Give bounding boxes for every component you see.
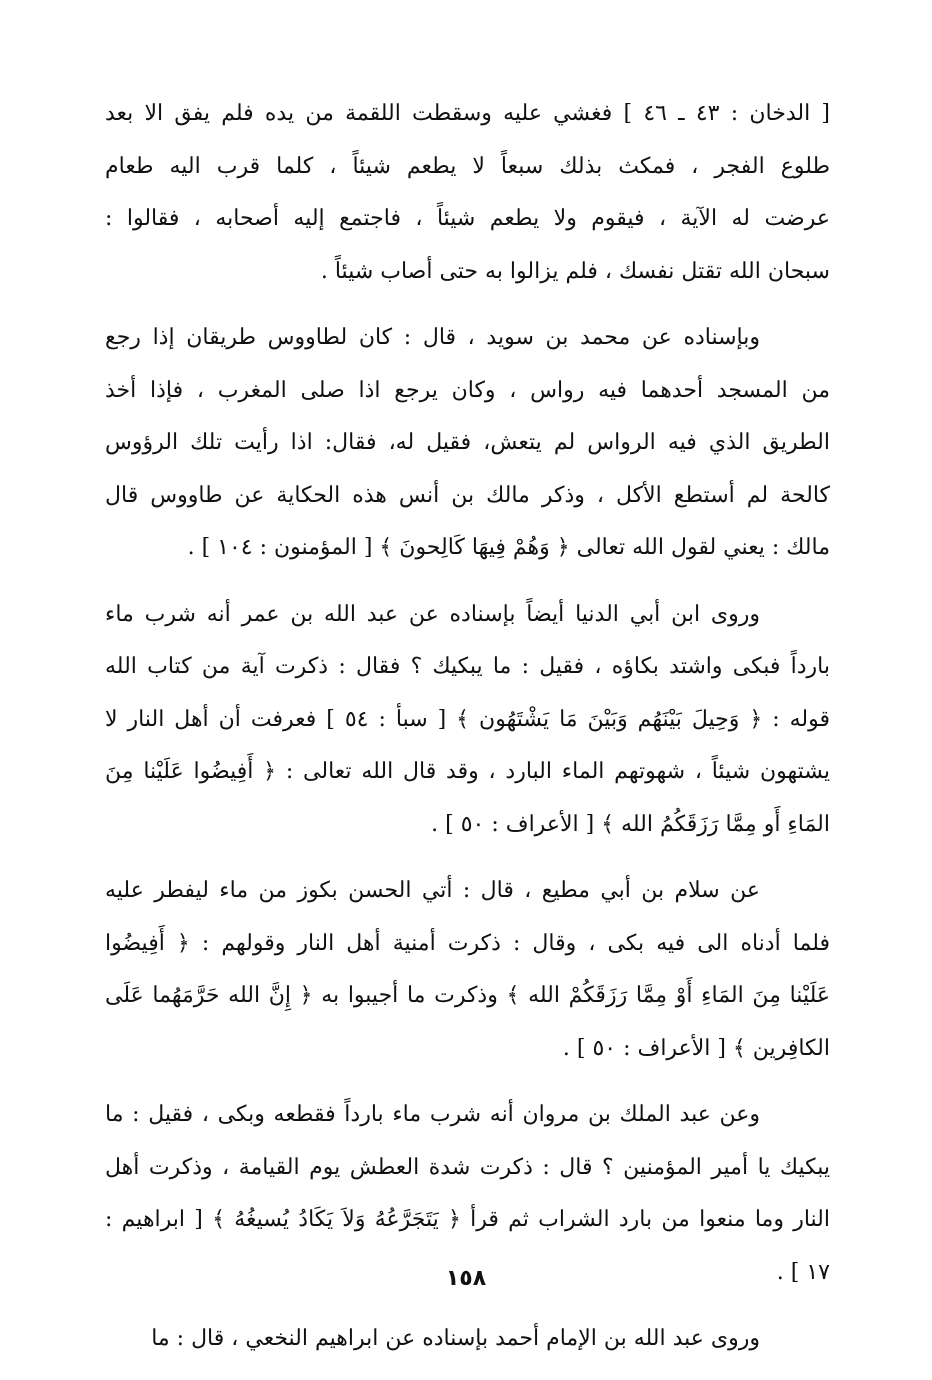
page-number: ١٥٨ [445,1266,487,1291]
text-line: عرضت له الآية ، فيقوم ولا يطعم شيئاً ، فاجتمع إليه أصحابه ، فقالوا : [105,206,830,231]
page-body [105,88,830,1380]
text-line: وروى عبد الله بن الإمام أحمد بإسناده عن ابراهيم النخعي ، قال : ما [151,1326,760,1351]
paragraph [105,589,830,852]
text-line: يشتهون شيئاً ، شهوتهم الماء البارد ، وقد قال الله تعالى : ﴿ أَفِيضُوا عَلَيْنا مِنَ [105,759,830,784]
paragraph [105,88,830,298]
text-line: المَاءِ أَو مِمَّا رَزَقَكُمُ الله ﴾ [ الأعراف : ٥٠ ] . [431,811,830,837]
text-line: طلوع الفجر ، فمكث بذلك سبعاً لا يطعم شيئاً ، كلما قرب اليه طعام [105,153,830,179]
text-line: وبإسناده عن محمد بن سويد ، قال : كان لطاووس طريقان إذا رجع [105,325,760,350]
text-line: بارداً فبكى واشتد بكاؤه ، فقيل : ما يبكيك ؟ فقال : ذكرت آية من كتاب الله [105,654,830,679]
paragraph [105,312,830,575]
text-line: وروى ابن أبي الدنيا أيضاً بإسناده عن عبد الله بن عمر أنه شرب ماء [105,601,760,627]
text-line: كالحة لم أستطع الأكل ، وذكر مالك بن أنس هذه الحكاية عن طاووس قال [105,482,830,508]
text-line: سبحان الله تقتل نفسك ، فلم يزالوا به حتى أصاب شيئاً . [320,258,830,284]
text-line: مالك : يعني لقول الله تعالى ﴿ وَهُمْ فِيهَا كَالِحونَ ﴾ [ المؤمنون : ١٠٤ ] . [187,535,830,560]
text-line: النار وما منعوا من بارد الشراب ثم قرأ ﴿ يَتَجَرَّعُهُ وَلاَ يَكَادُ يُسيغُهُ ﴾ [ ابراهيم : [105,1207,830,1232]
text-line: عن سلام بن أبي مطيع ، قال : أتي الحسن بكوز من ماء ليفطر عليه [105,878,760,903]
text-line: عَلَيْنا مِنَ المَاءِ أَوْ مِمَّا رَزَقَكُمْ الله ﴾ وذكرت ما أجيبوا به ﴿ إِنَّ الله حَرَّمَهُما عَلَى [105,983,830,1008]
text-line: فلما أدناه الى فيه بكى ، وقال : ذكرت أمنية أهل النار وقولهم : ﴿ أَفِيضُوا [105,930,830,956]
text-line: ١٧ ] . [776,1259,830,1285]
text-line: قوله : ﴿ وَحِيلَ بَيْنَهُم وَبَيْنَ مَا يَشْتَهُون ﴾ [ سبأ : ٥٤ ] فعرفت أن أهل النار لا [105,706,830,732]
text-line: من المسجد أحدهما فيه رواس ، وكان يرجع اذا صلى المغرب ، فإذا أخذ [105,377,830,403]
text-line: [ الدخان : ٤٣ ـ ٤٦ ] فغشي عليه وسقطت اللقمة من يده فلم يفق الا بعد [105,101,830,126]
paragraph [105,865,830,1075]
paragraph [105,1313,830,1366]
text-line: يبكيك يا أمير المؤمنين ؟ قال : ذكرت شدة العطش يوم القيامة ، وذكرت أهل [105,1154,830,1180]
text-line: الطريق الذي فيه الرواس لم يتعش، فقيل له، فقال: اذا رأيت تلك الرؤوس [105,430,830,455]
text-line: وعن عبد الملك بن مروان أنه شرب ماء بارداً فقطعه وبكى ، فقيل : ما [105,1102,760,1127]
text-line: الكافِرين ﴾ [ الأعراف : ٥٠ ] . [562,1035,830,1061]
